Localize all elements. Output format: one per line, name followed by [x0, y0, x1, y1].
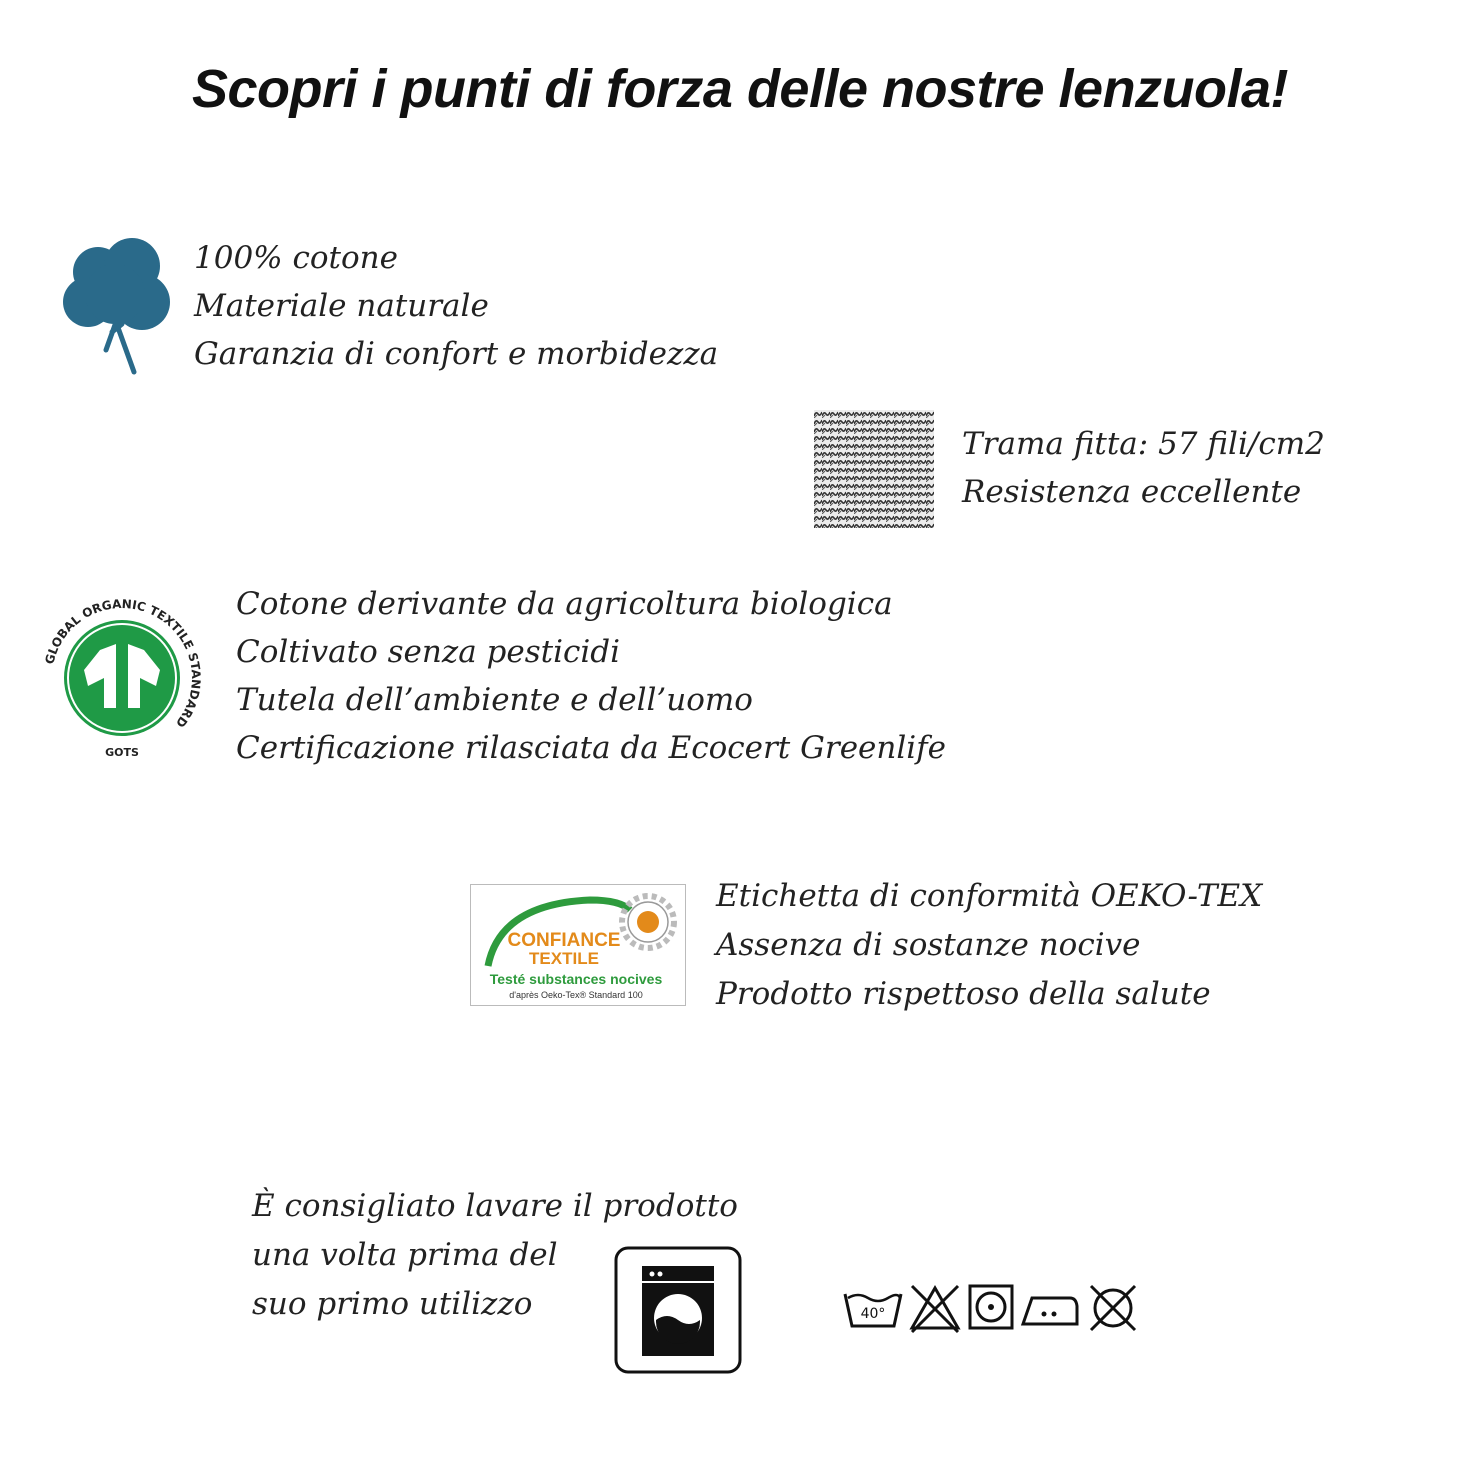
gots-label: GOTS [105, 746, 139, 759]
tumble-dry-icon [968, 1284, 1014, 1330]
gots-feature-text [236, 580, 946, 772]
oekotex-standard-text: d'après Oeko-Tex® Standard 100 [509, 990, 643, 1000]
feature-line: Certificazione rilasciata da Ecocert Greenlife [236, 730, 947, 766]
confiance-textile-logo [470, 884, 686, 1006]
feature-line: Cotone derivante da agricoltura biologica [236, 586, 893, 622]
page-title: Scopri i punti di forza delle nostre lenzuola! [191, 59, 1289, 119]
feature-line: Materiale naturale [194, 288, 489, 324]
wash-temp-label: 40° [860, 1306, 886, 1322]
feature-line: Assenza di sostanze nocive [716, 927, 1141, 963]
confiance-text: CONFIANCE [507, 930, 621, 951]
no-dry-clean-icon [1086, 1282, 1140, 1334]
feature-line: Coltivato senza pesticidi [236, 634, 621, 670]
weave-feature-text [962, 420, 1325, 516]
cotton-feature-text [194, 234, 718, 378]
feature-line: 100% cotone [194, 240, 398, 276]
feature-line: È consigliato lavare il prodotto [252, 1188, 738, 1224]
feature-line: una volta prima del [252, 1237, 558, 1273]
gots-ring-text: GLOBAL ORGANIC TEXTILE STANDARD [42, 596, 204, 731]
care-symbols [842, 1282, 1142, 1334]
cotton-flower-icon [60, 232, 180, 377]
feature-line: Prodotto rispettoso della salute [716, 976, 1211, 1012]
textile-text: TEXTILE [529, 949, 599, 968]
gots-logo [38, 594, 206, 762]
feature-line: Trama fitta: 57 fili/cm2 [962, 426, 1325, 462]
teste-text: Testé substances nocives [489, 971, 663, 987]
feature-line: Tutela dell’ambiente e dell’uomo [236, 682, 753, 718]
wash-40-icon [842, 1282, 904, 1334]
iron-icon [1020, 1288, 1080, 1328]
feature-line: Resistenza eccellente [962, 474, 1302, 510]
feature-line: Garanzia di confort e morbidezza [194, 336, 719, 372]
oekotex-feature-text [716, 872, 1262, 1019]
feature-line: suo primo utilizzo [252, 1286, 533, 1322]
washing-machine-icon [614, 1246, 742, 1374]
fabric-weave-icon [814, 410, 934, 528]
feature-line: Etichetta di conformità OEKO-TEX [716, 878, 1263, 914]
no-bleach-icon [908, 1282, 962, 1334]
